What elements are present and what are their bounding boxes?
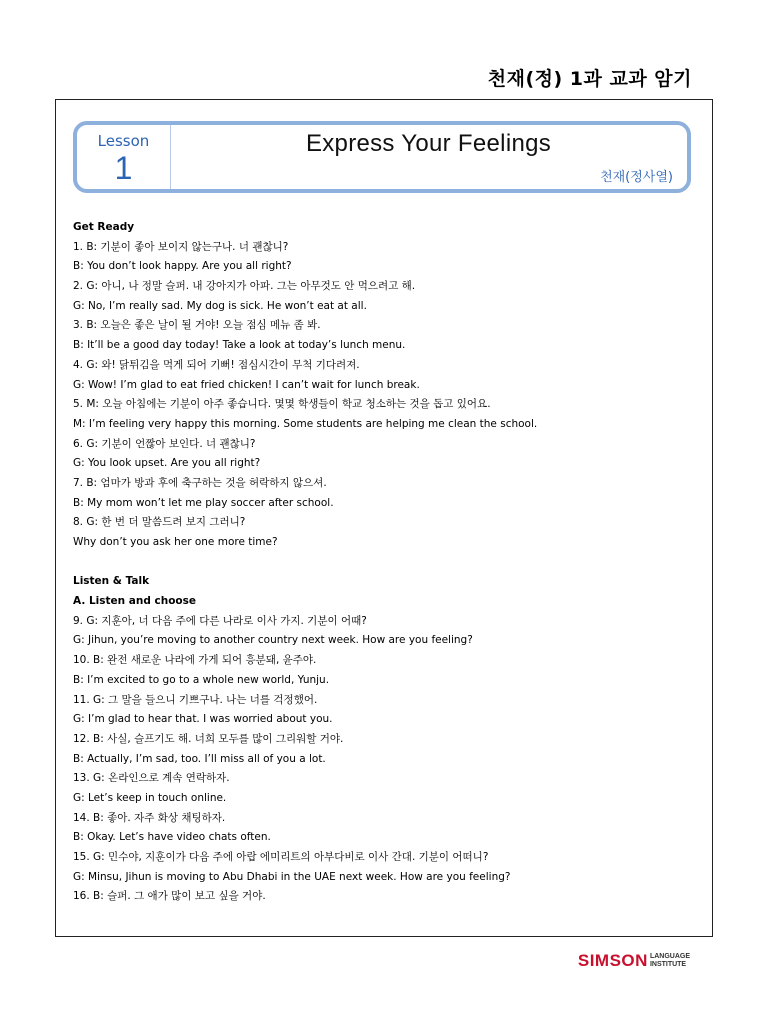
dialogue-line: B: It’ll be a good day today! Take a look at today’s lunch menu.	[73, 339, 406, 352]
dialogue-line: B: You don’t look happy. Are you all right?	[73, 260, 292, 273]
dialogue-line: B: My mom won’t let me play soccer after school.	[73, 496, 334, 509]
dialogue-line: 2. G: 아니, 나 정말 슬퍼. 내 강아지가 아파. 그는 아무것도 안 먹으려고 해.	[73, 280, 416, 293]
section-spacer	[73, 553, 693, 573]
get-ready-dialogue	[73, 238, 693, 553]
lesson-title: Express Your Feelings	[305, 130, 552, 157]
dialogue-line: B: Okay. Let’s have video chats often.	[73, 831, 271, 844]
lesson-badge	[77, 125, 171, 189]
textbook-author: 천재(정사열)	[600, 170, 673, 185]
simson-logo	[578, 951, 690, 971]
dialogue-line: 7. B: 엄마가 방과 후에 축구하는 것을 허락하지 않으셔.	[73, 476, 327, 489]
dialogue-line: B: Actually, I’m sad, too. I’ll miss all of you a lot.	[73, 752, 326, 765]
dialogue-line: 10. B: 완전 새로운 나라에 가게 되어 흥분돼, 윤주야.	[73, 654, 317, 667]
listen-talk-dialogue	[73, 612, 693, 907]
dialogue-line: 11. G: 그 말을 들으니 기쁘구나. 나는 너를 걱정했어.	[73, 693, 318, 706]
dialogue-line: 14. B: 좋아. 자주 화상 채팅하자.	[73, 811, 226, 824]
dialogue-line: 1. B: 기분이 좋아 보이지 않는구나. 너 괜찮니?	[73, 240, 289, 253]
logo-subtitle	[650, 953, 690, 969]
dialogue-line: G: Wow! I’m glad to eat fried chicken! I can’t wait for lunch break.	[73, 378, 420, 391]
dialogue-content	[73, 218, 693, 907]
logo-wordmark: SIMSON	[577, 951, 648, 970]
logo-subtitle-line2: INSTITUTE	[649, 961, 687, 968]
logo-subtitle-line1: LANGUAGE	[649, 953, 690, 960]
dialogue-line: 4. G: 와! 닭튀김을 먹게 되어 기뻐! 점심시간이 무척 기다려져.	[73, 358, 360, 371]
dialogue-line: 12. B: 사실, 슬프기도 해. 너희 모두를 많이 그리워할 거야.	[73, 732, 344, 745]
dialogue-line: G: No, I’m really sad. My dog is sick. He won’t eat at all.	[73, 299, 367, 312]
dialogue-line: 5. M: 오늘 아침에는 기분이 아주 좋습니다. 몇몇 학생들이 학교 청소하는 것을 돕고 있어요.	[73, 398, 491, 411]
dialogue-line: 13. G: 온라인으로 계속 연락하자.	[73, 772, 230, 785]
dialogue-line: 6. G: 기분이 언짢아 보인다. 너 괜찮니?	[73, 437, 256, 450]
dialogue-line: G: Let’s keep in touch online.	[73, 791, 227, 804]
dialogue-line: 8. G: 한 번 더 말씀드려 보지 그러니?	[73, 516, 246, 529]
lesson-banner	[73, 121, 691, 193]
dialogue-line: G: Minsu, Jihun is moving to Abu Dhabi in the UAE next week. How are you feeling?	[73, 870, 511, 883]
page-title: 천재(정) 1과 교과 암기	[487, 68, 692, 90]
dialogue-line: 3. B: 오늘은 좋은 날이 될 거야! 오늘 점심 메뉴 좀 봐.	[73, 319, 321, 332]
dialogue-line: G: You look upset. Are you all right?	[73, 457, 261, 470]
dialogue-line: 16. B: 슬퍼. 그 애가 많이 보고 싶을 거야.	[73, 890, 266, 903]
dialogue-line: G: Jihun, you’re moving to another country next week. How are you feeling?	[73, 634, 473, 647]
section-subheading-listen-choose: A. Listen and choose	[73, 595, 197, 608]
lesson-number: 1	[114, 150, 133, 186]
section-heading-listen-talk: Listen & Talk	[73, 575, 150, 588]
dialogue-line: 15. G: 민수야, 지훈이가 다음 주에 아랍 에미리트의 아부다비로 이사 간대. 기분이 어떠니?	[73, 851, 489, 863]
dialogue-line: M: I’m feeling very happy this morning. Some students are helping me clean the school.	[73, 417, 538, 430]
dialogue-line: 9. G: 지훈아, 너 다음 주에 다른 나라로 이사 가지. 기분이 어때?	[73, 614, 367, 627]
dialogue-line: B: I’m excited to go to a whole new world, Yunju.	[73, 673, 330, 686]
section-heading-get-ready: Get Ready	[73, 221, 135, 233]
dialogue-line: G: I’m glad to hear that. I was worried about you.	[73, 713, 333, 726]
dialogue-line: Why don’t you ask her one more time?	[73, 536, 278, 548]
lesson-label: Lesson	[97, 132, 150, 150]
